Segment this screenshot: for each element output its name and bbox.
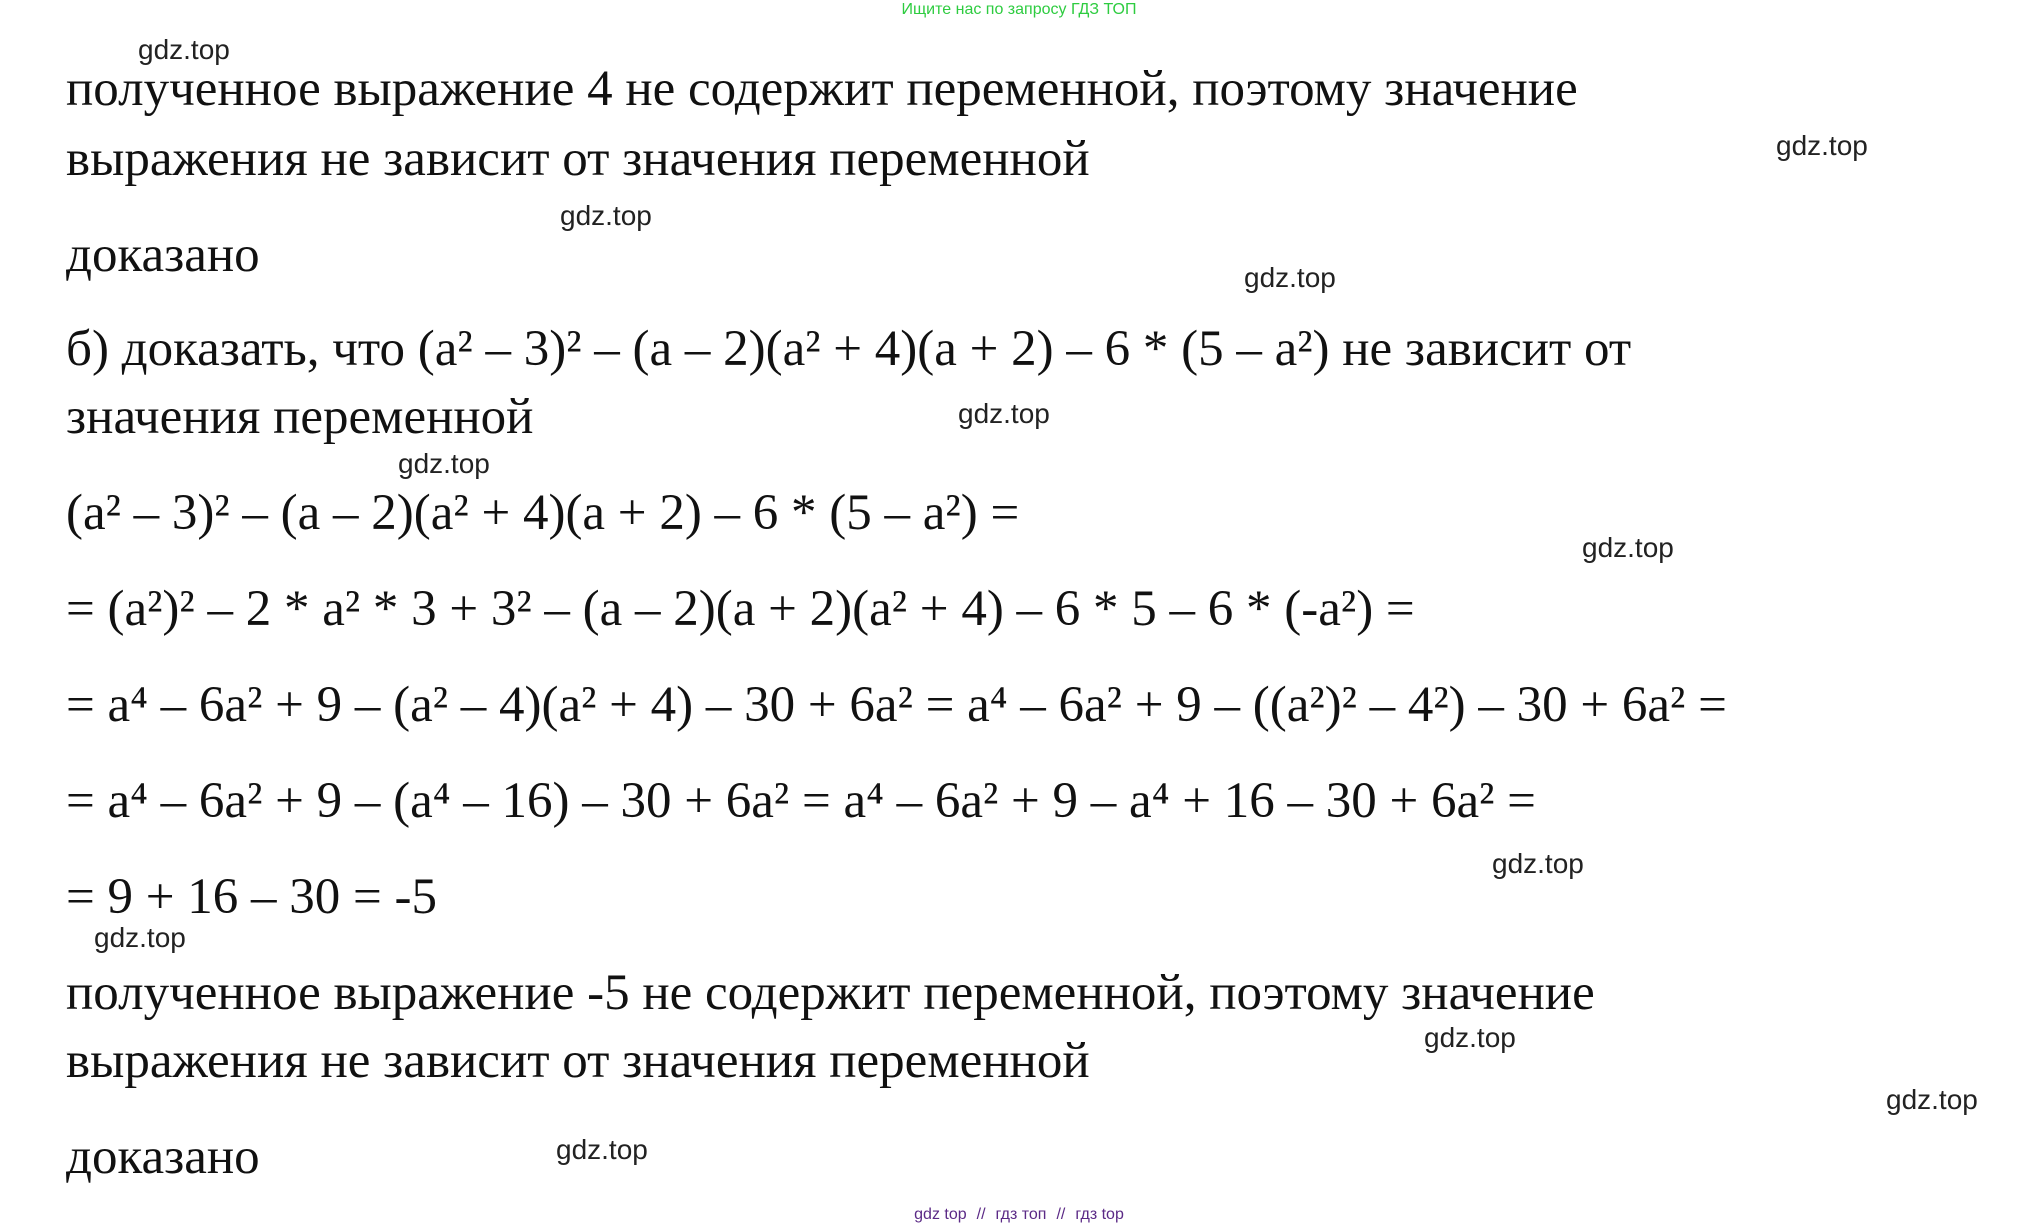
text-line: полученное выражение 4 не содержит переменной, поэтому значение (66, 61, 1578, 117)
watermark: gdz.top (1424, 1022, 1516, 1053)
footer-separator: // (976, 1206, 986, 1223)
footer-separator: // (1056, 1206, 1066, 1223)
equation-line: = (a²)² – 2 * a² * 3 + 3² – (a – 2)(a + 2)(a² + 4) – 6 * 5 – 6 * (-a²) = (66, 581, 1415, 637)
footer-link[interactable]: гдз топ (995, 1206, 1047, 1223)
conclusion-text: доказано (66, 1129, 260, 1185)
equation-result: = 9 + 16 – 30 = -5 (66, 869, 438, 925)
text-line: выражения не зависит от значения переменной (66, 1033, 1090, 1089)
watermark: gdz.top (1886, 1084, 1978, 1115)
watermark: gdz.top (560, 200, 652, 231)
watermark: gdz.top (1492, 848, 1584, 879)
task-statement-cont: значения переменной (66, 389, 534, 445)
footer-link[interactable]: гдз top (1075, 1206, 1124, 1223)
watermark: gdz.top (1776, 130, 1868, 161)
watermark: gdz.top (398, 448, 490, 479)
equation-line: = a⁴ – 6a² + 9 – (a² – 4)(a² + 4) – 30 + 6a² = a⁴ – 6a² + 9 – ((a²)² – 4²) – 30 + 6a² = (66, 677, 1727, 733)
task-statement: б) доказать, что (a² – 3)² – (a – 2)(a² + 4)(a + 2) – 6 * (5 – a²) не зависит от (66, 321, 1632, 377)
search-hint-banner: Ищите нас по запросу ГДЗ ТОП (901, 1, 1137, 18)
text-line: полученное выражение -5 не содержит переменной, поэтому значение (66, 965, 1595, 1021)
watermark: gdz.top (138, 34, 230, 65)
equation-line: = a⁴ – 6a² + 9 – (a⁴ – 16) – 30 + 6a² = a⁴ – 6a² + 9 – a⁴ + 16 – 30 + 6a² = (66, 773, 1536, 829)
watermark: gdz.top (556, 1134, 648, 1165)
watermark: gdz.top (958, 398, 1050, 429)
equation-line: (a² – 3)² – (a – 2)(a² + 4)(a + 2) – 6 * (5 – a²) = (66, 485, 1020, 541)
footer-link[interactable]: gdz top (914, 1206, 967, 1223)
conclusion-text: доказано (66, 227, 260, 283)
watermark: gdz.top (94, 922, 186, 953)
footer (0, 1206, 2038, 1224)
watermark: gdz.top (1582, 532, 1674, 563)
watermark: gdz.top (1244, 262, 1336, 293)
text-line: выражения не зависит от значения переменной (66, 131, 1090, 187)
